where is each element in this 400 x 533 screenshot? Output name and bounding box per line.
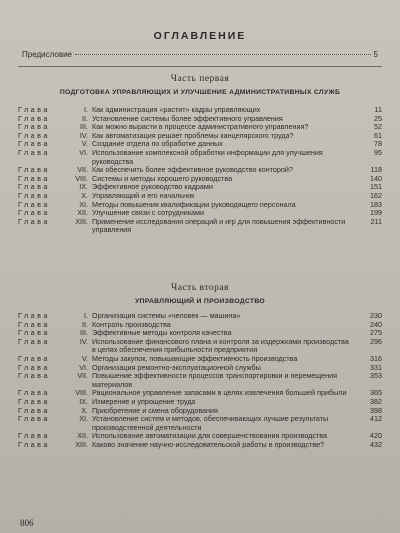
chapter-label: Глава [18,353,50,363]
chapter-title-text: Управляющий и его начальник [92,190,195,200]
chapter-label: Глава [18,431,50,441]
chapter-title-text: Как обеспечить более эффективное руководство конторой? [92,165,293,175]
chapter-title-text: Приобретение и смена оборудования [92,405,218,415]
chapter-title-text: Методы закупок, повышающие эффективность производства [92,353,298,363]
toc-entry [18,389,382,398]
chapter-number: I. [84,105,88,114]
chapter-title-text: Системы и методы хорошего руководства [92,173,233,183]
chapter-title [92,415,354,432]
divider [18,66,382,67]
chapter-label: Глава [18,311,50,320]
chapter-label: Глава [18,371,50,381]
chapter-title [92,218,354,235]
preface-entry [22,50,378,59]
part1-toc [18,106,382,235]
chapter-title-text: Как можно вырасти в процессе административного управления? [92,122,309,132]
chapter-page: 95 [374,147,382,157]
part1-title: Часть первая [170,74,230,84]
chapter-title-text: Рациональное управление запасами в целях извлечения большей прибыли [92,388,347,398]
chapter-title-text: Использование финансового плана и контроля за издержками производства в целях обеспечения прибыльности предприятия [92,336,349,355]
toc-entry [18,149,382,166]
chapter-title-text: Эффективное руководство кадрами [92,182,213,192]
chapter-label: Глава [18,105,50,114]
chapter-title-text: Повышение эффективности процессов транспортировки и перемещения материалов [92,371,337,389]
chapter-page: 162 [370,190,382,200]
chapter-label: Глава [18,113,50,123]
chapter-title-text: Улучшение связи с сотрудниками [92,208,204,218]
chapter-label: Глава [18,182,50,192]
chapter-title-text: Установление систем и методов, обеспечивающих лучшие результаты производственной деятельности [92,414,329,432]
chapter-number: IX. [79,396,88,406]
chapter-page: 211 [370,216,382,226]
chapter-label: Глава [18,139,50,149]
chapter-number: XIII. [75,439,88,449]
chapter-number: X. [81,405,88,415]
chapter-number: II. [82,319,88,329]
chapter-label: Глава [18,319,50,329]
chapter-page: 420 [370,431,382,441]
chapter-page: 275 [370,328,382,338]
chapter-number: XI. [79,414,88,424]
chapter-label: Глава [18,414,50,424]
chapter-title-text: Как автоматизация решает проблемы канцелярского труда? [92,130,294,140]
chapter-label: Глава [18,122,50,132]
chapter-page: 61 [374,130,382,140]
chapter-title-text: Организация системы «человек — машина» [92,311,241,320]
chapter-number: IV. [79,336,88,346]
part2-title: Часть вторая [171,283,229,293]
chapter-page: 11 [374,105,382,114]
chapter-number: VI. [79,147,88,157]
chapter-title-text: Организация ремонтно-эксплуатационной службы [92,362,261,372]
chapter-page: 140 [370,173,382,183]
chapter-label: Глава [18,190,50,200]
chapter-number: II. [82,113,88,123]
chapter-page: 398 [370,405,382,415]
chapter-label: Глава [18,216,50,226]
chapter-title [92,441,354,450]
chapter-title-text: Эффективные методы контроля качества [92,328,232,338]
toc-entry [18,372,382,389]
chapter-page: 296 [370,336,382,346]
chapter-title-text: Измерение и упрощение труда [92,396,196,406]
chapter-title-text: Установление системы более эффективного управления [92,113,283,123]
chapter-label: Глава [18,130,50,140]
chapter-title [92,149,354,166]
chapter-number: VII. [77,371,88,381]
chapter-number: X. [81,190,88,200]
chapter-page: 78 [374,139,382,149]
preface-title: Предисловие [22,50,72,59]
toc-entry [18,415,382,432]
chapter-number: VIII. [75,388,88,398]
chapter-number: IV. [79,130,88,140]
chapter-number: I. [84,311,88,320]
chapter-label: Глава [18,199,50,209]
chapter-number: V. [81,353,88,363]
chapter-label: Глава [18,439,50,449]
chapter-page: 331 [370,362,382,372]
chapter-number: XII. [77,431,88,441]
chapter-number: XII. [77,208,88,218]
part1-subtitle: ПОДГОТОВКА УПРАВЛЯЮЩИХ И УЛУЧШЕНИЕ АДМИНИСТРАТИВНЫХ СЛУЖБ [59,89,341,96]
part2-toc [18,312,382,450]
chapter-title-text: Применение исследования операций и игр для повышения эффективности управления [92,216,346,235]
chapter-number: XI. [79,199,88,209]
chapter-label: Глава [18,173,50,183]
chapter-title-text: Использование автоматизации для совершенствования производства [92,431,327,441]
chapter-label: Глава [18,165,50,175]
chapter-label: Глава [18,328,50,338]
chapter-title-text: Каково значение научно-исследовательской работы в производстве? [92,439,325,449]
chapter-page: 240 [370,319,382,329]
chapter-page: 151 [370,182,382,192]
chapter-page: 316 [370,353,382,363]
leader-dots [75,54,371,55]
chapter-number: VIII. [75,173,88,183]
chapter-label: Глава [18,208,50,218]
toc-entry [18,312,382,321]
toc-entry [18,218,382,235]
chapter-label: Глава [18,147,50,157]
toc-entry [18,338,382,355]
chapter-number: III. [80,328,88,338]
chapter-title-text: Использование комплексной обработки информации для улучшения руководства [92,147,323,166]
chapter-number: VI. [79,362,88,372]
chapter-page: 230 [370,311,382,320]
chapter-title [92,338,354,355]
chapter-title-text: Создание отдела по обработке данных [92,139,223,149]
chapter-label: Глава [18,362,50,372]
chapter-page: 432 [370,439,382,449]
chapter-number: IX. [79,182,88,192]
chapter-page: 118 [370,165,382,175]
chapter-number: III. [80,122,88,132]
toc-entry [18,183,382,192]
chapter-page: 382 [370,396,382,406]
chapter-title-text: Контроль производства [92,319,171,329]
preface-page: 5 [373,50,378,59]
chapter-title-text: Как администрация «растит» кадры управляющих [92,105,261,114]
chapter-number: V. [81,139,88,149]
chapter-label: Глава [18,396,50,406]
chapter-page: 412 [370,414,382,424]
chapter-page: 353 [370,371,382,381]
page-heading: ОГЛАВЛЕНИЕ [153,30,247,42]
chapter-label: Глава [18,405,50,415]
chapter-page: 25 [374,113,382,123]
chapter-page: 52 [374,122,382,132]
chapter-number: XIII. [75,216,88,226]
chapter-page: 365 [370,388,382,398]
chapter-page: 183 [370,199,382,209]
chapter-title [92,372,354,389]
chapter-number: VII. [77,165,88,175]
chapter-title-text: Методы повышения квалификации руководящего персонала [92,199,296,209]
toc-entry [18,441,382,450]
chapter-page: 199 [370,208,382,218]
part2-subtitle: УПРАВЛЯЮЩИЙ И ПРОИЗВОДСТВО [135,298,265,305]
chapter-label: Глава [18,336,50,346]
chapter-label: Глава [18,388,50,398]
page-number: 806 [20,518,34,528]
